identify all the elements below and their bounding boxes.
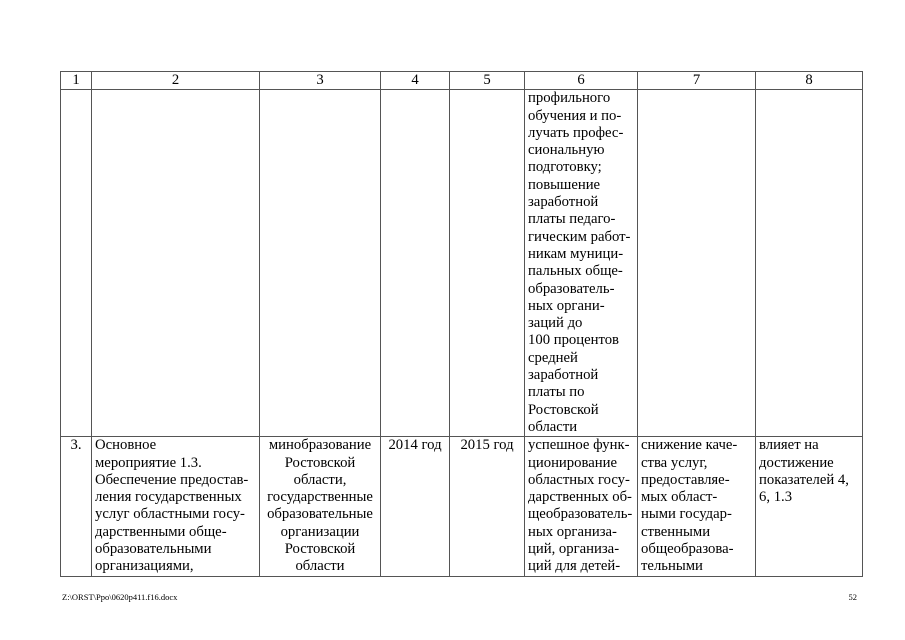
header-cell-col-4: 4 bbox=[381, 72, 450, 90]
cell-line: области, bbox=[293, 471, 347, 488]
table-cell-col-4 bbox=[381, 90, 450, 437]
cell-line: предоставляе- bbox=[641, 471, 730, 488]
cell-line: областных госу- bbox=[528, 471, 630, 488]
cell-line: организациями, bbox=[95, 558, 194, 575]
table-cell-col-8 bbox=[756, 90, 863, 437]
header-row bbox=[61, 72, 863, 90]
table-cell-col-2 bbox=[92, 437, 260, 577]
table-cell-col-6 bbox=[525, 90, 638, 437]
cell-line: общеобразова- bbox=[641, 541, 734, 558]
cell-line: платы по bbox=[528, 384, 585, 401]
table-cell-col-3 bbox=[260, 90, 381, 437]
cell-line: ций, организа- bbox=[528, 541, 620, 558]
cell-line: Ростовской bbox=[284, 541, 356, 558]
cell-line: платы педаго- bbox=[528, 211, 616, 228]
cell-line: дарственных об- bbox=[528, 489, 632, 506]
page-number: 52 bbox=[848, 592, 857, 602]
table-cell-col-6 bbox=[525, 437, 638, 577]
cell-line: образовательными bbox=[95, 541, 212, 558]
cell-line: достижение bbox=[759, 454, 834, 471]
cell-line: 2015 год bbox=[460, 437, 514, 454]
cell-line: повышение bbox=[528, 176, 601, 193]
cell-line: ционирование bbox=[528, 454, 617, 471]
cell-line: организации bbox=[280, 523, 360, 540]
cell-line: минобразование bbox=[268, 437, 372, 454]
cell-line: области bbox=[528, 418, 578, 435]
cell-line: услуг областными госу- bbox=[95, 506, 245, 523]
cell-line: ления государственных bbox=[95, 489, 242, 506]
table-cell-col-7 bbox=[638, 437, 756, 577]
header-cell-col-3: 3 bbox=[260, 72, 381, 90]
cell-line: заработной bbox=[528, 194, 599, 211]
cell-line: ственными bbox=[641, 523, 711, 540]
table-cell-col-7 bbox=[638, 90, 756, 437]
table-cell-col-3 bbox=[260, 437, 381, 577]
cell-line: заций до bbox=[528, 315, 583, 332]
cell-line: Обеспечение предостав- bbox=[95, 471, 249, 488]
cell-line: успешное функ- bbox=[528, 437, 630, 454]
cell-line: влияет на bbox=[759, 437, 819, 454]
cell-line: профильного bbox=[528, 90, 611, 107]
cell-line: мых област- bbox=[641, 489, 718, 506]
cell-line: Ростовской bbox=[284, 454, 356, 471]
cell-line: области bbox=[295, 558, 345, 575]
table-cell-col-1 bbox=[61, 437, 92, 577]
cell-line: 100 процентов bbox=[528, 332, 619, 349]
cell-line: ных организа- bbox=[528, 523, 617, 540]
cell-line: заработной bbox=[528, 367, 599, 384]
data-table bbox=[60, 71, 863, 577]
cell-line: ций для детей- bbox=[528, 558, 621, 575]
cell-line: 3. bbox=[70, 437, 82, 454]
cell-line: государственные bbox=[267, 489, 373, 506]
cell-line: 2014 год bbox=[388, 437, 442, 454]
table-cell-col-4 bbox=[381, 437, 450, 577]
table-row bbox=[61, 90, 863, 437]
cell-line: лучать профес- bbox=[528, 124, 624, 141]
cell-line: дарственными обще- bbox=[95, 523, 227, 540]
table-body bbox=[61, 72, 863, 577]
cell-line: Ростовской bbox=[528, 401, 599, 418]
header-cell-col-7: 7 bbox=[638, 72, 756, 90]
cell-line: щеобразователь- bbox=[528, 506, 633, 523]
cell-line: обучения и по- bbox=[528, 107, 622, 124]
cell-line: тельными bbox=[641, 558, 703, 575]
cell-line: сиональную bbox=[528, 142, 605, 159]
cell-line: ных органи- bbox=[528, 297, 605, 314]
table-cell-col-8 bbox=[756, 437, 863, 577]
cell-line: образовательные bbox=[267, 506, 373, 523]
header-cell-col-5: 5 bbox=[450, 72, 525, 90]
cell-line: Основное bbox=[95, 437, 157, 454]
footer-file-path: Z:\ORST\Ppo\0620p411.f16.docx bbox=[62, 592, 178, 602]
cell-line: гическим работ- bbox=[528, 228, 631, 245]
cell-line: никам муници- bbox=[528, 245, 624, 262]
cell-line: пальных обще- bbox=[528, 263, 623, 280]
cell-line: 6, 1.3 bbox=[759, 489, 793, 506]
header-cell-col-6: 6 bbox=[525, 72, 638, 90]
table-cell-col-1 bbox=[61, 90, 92, 437]
cell-line: ными государ- bbox=[641, 506, 732, 523]
cell-line: ства услуг, bbox=[641, 454, 708, 471]
table-row bbox=[61, 437, 863, 577]
cell-line: подготовку; bbox=[528, 159, 602, 176]
header-cell-col-8: 8 bbox=[756, 72, 863, 90]
cell-line: снижение каче- bbox=[641, 437, 738, 454]
cell-line: мероприятие 1.3. bbox=[95, 454, 202, 471]
cell-line: средней bbox=[528, 349, 578, 366]
cell-line: показателей 4, bbox=[759, 471, 849, 488]
table-cell-col-2 bbox=[92, 90, 260, 437]
cell-line: образователь- bbox=[528, 280, 615, 297]
header-cell-col-1: 1 bbox=[61, 72, 92, 90]
header-cell-col-2: 2 bbox=[92, 72, 260, 90]
table-cell-col-5 bbox=[450, 90, 525, 437]
table-cell-col-5 bbox=[450, 437, 525, 577]
